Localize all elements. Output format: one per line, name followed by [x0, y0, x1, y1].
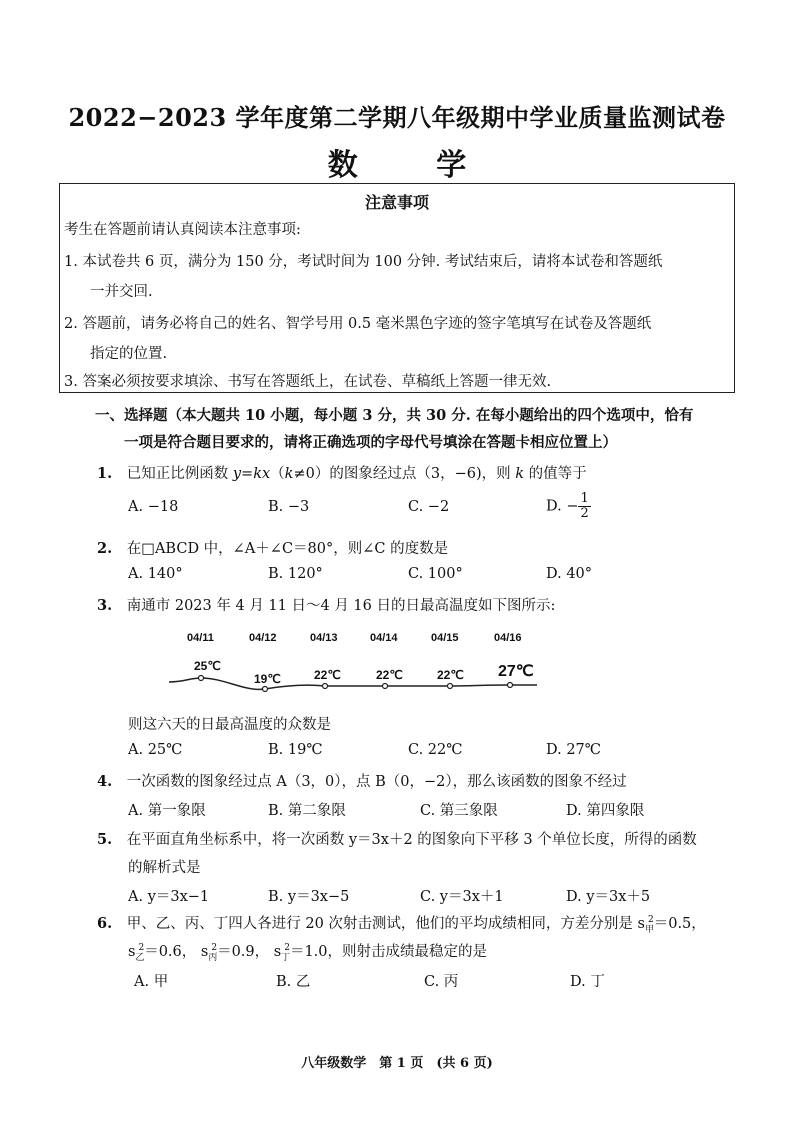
weather-date: 04/14 — [370, 632, 398, 644]
notice-item-2-line1: 2. 答题前，请务必将自己的姓名、智学号用 0.5 毫米黑色字迹的签字笔填写在试卷及答题纸 — [64, 316, 652, 332]
superscript: 2 — [138, 943, 145, 954]
weather-temp: 19℃ — [254, 672, 281, 686]
fraction-numerator: 1 — [580, 491, 589, 506]
curve-point — [323, 684, 328, 689]
q5-option-a: A. y＝3x−1 — [128, 889, 210, 905]
weather-date: 04/15 — [431, 632, 459, 644]
q3-followup: 则这六天的日最高温度的众数是 — [128, 717, 331, 733]
notice-item-1-line1: 1. 本试卷共 6 页，满分为 150 分，考试时间为 100 分钟. 考试结束后，请将本试卷和答题纸 — [64, 254, 663, 270]
q6-option-a: A. 甲 — [134, 974, 169, 990]
notice-box — [59, 183, 735, 393]
question-stem: 南通市 2023 年 4 月 11 日～4 月 16 日的日最高温度如下图所示: — [126, 598, 556, 614]
q3-option-c: C. 22℃ — [408, 742, 463, 758]
question-number: 4. — [97, 773, 113, 790]
question-1 — [97, 462, 587, 483]
notice-intro: 考生在答题前请认真阅读本注意事项: — [64, 222, 301, 238]
subject-title: 数 学 — [327, 148, 501, 183]
question-number: 3. — [97, 597, 113, 614]
notice-item-3: 3. 答案必须按要求填涂、书写在答题纸上，在试卷、草稿纸上答题一律无效. — [64, 374, 552, 390]
variance-value: ＝0.6， — [144, 944, 197, 960]
curve-point — [263, 687, 268, 692]
fraction — [578, 492, 590, 521]
curve-point — [508, 683, 513, 688]
question-number: 2. — [97, 540, 113, 557]
question-stem: 在□ABCD 中，∠A＋∠C＝80°，则∠C 的度数是 — [126, 541, 449, 557]
q2-option-a: A. 140° — [128, 566, 183, 582]
q5-option-b: B. y＝3x−5 — [268, 889, 350, 905]
q5-option-c: C. y＝3x＋1 — [420, 889, 504, 905]
question-stem-part: ≠0）的图象经过点（3，−6)，则 — [293, 466, 516, 482]
q4-option-a: A. 第一象限 — [128, 803, 206, 819]
section-1-heading-line1: 一、选择题（本大题共 10 小题，每小题 3 分，共 30 分. 在每小题给出的四个选项中，恰有 — [95, 407, 694, 424]
subscript: 丙 — [208, 952, 218, 963]
q1-option-a: A. −18 — [128, 499, 179, 515]
superscript: 2 — [647, 915, 654, 926]
curve-point — [448, 684, 453, 689]
exam-title: 2022−2023 学年度第二学期八年级期中学业质量监测试卷 — [68, 103, 726, 132]
q1-option-b: B. −3 — [268, 499, 310, 515]
q1-option-d — [546, 492, 591, 521]
weather-temp: 22℃ — [376, 668, 403, 682]
weather-temp: 22℃ — [314, 668, 341, 682]
weather-temp: 25℃ — [194, 659, 221, 673]
question-stem: 甲、乙、丙、丁四人各进行 20 次射击测试，他们的平均成绩相同，方差分别是 s — [126, 916, 645, 932]
question-stem: 一次函数的图象经过点 A（3，0），点 B（0，−2），那么该函数的图象不经过 — [126, 774, 627, 790]
weather-temp: 27℃ — [498, 663, 534, 680]
q6-option-d: D. 丁 — [570, 974, 605, 990]
subscript: 乙 — [135, 952, 145, 963]
q2-option-c: C. 100° — [408, 566, 463, 582]
question-stem: 在平面直角坐标系中，将一次函数 y＝3x＋2 的图象向下平移 3 个单位长度，所得的函数 — [126, 832, 697, 848]
q6-stem-line2 — [128, 940, 487, 963]
temperature-curve — [165, 626, 545, 706]
weather-date: 04/13 — [310, 632, 338, 644]
q3-option-b: B. 19℃ — [268, 742, 323, 758]
variance-symbol: s — [128, 944, 136, 960]
q3-option-d: D. 27℃ — [546, 742, 601, 758]
variance-symbol: s — [273, 944, 282, 960]
fraction-denominator: 2 — [580, 506, 589, 521]
question-stem-part: ＝0.5， — [653, 916, 706, 932]
question-number: 5. — [97, 831, 113, 848]
question-5 — [97, 828, 697, 849]
q6-option-c: C. 丙 — [424, 974, 459, 990]
subscript: 丁 — [281, 952, 291, 963]
question-3 — [97, 594, 555, 615]
question-number: 1. — [97, 465, 113, 482]
q3-option-a: A. 25℃ — [128, 742, 183, 758]
weather-date: 04/11 — [187, 632, 214, 644]
weather-temp: 22℃ — [437, 668, 464, 682]
superscript: 2 — [284, 943, 290, 954]
question-stem-part: 的值等于 — [524, 466, 587, 482]
question-6 — [97, 912, 706, 935]
question-4 — [97, 770, 627, 791]
variance-value: ＝0.9， — [217, 944, 270, 960]
notice-heading: 注意事项 — [364, 193, 429, 212]
q6-option-b: B. 乙 — [276, 974, 311, 990]
option-d-prefix: D. − — [546, 498, 579, 515]
q5-stem-line2: 的解析式是 — [128, 860, 201, 876]
curve-point — [383, 684, 388, 689]
variance-value: ＝1.0，则射击成绩最稳定的是 — [289, 944, 488, 960]
question-2 — [97, 537, 448, 558]
weather-figure — [165, 626, 545, 706]
q4-option-c: C. 第三象限 — [420, 803, 498, 819]
q4-option-b: B. 第二象限 — [268, 803, 346, 819]
weather-date: 04/16 — [494, 632, 522, 644]
question-number: 6. — [97, 915, 113, 932]
function-expression: y=kx — [232, 466, 271, 482]
q2-option-b: B. 120° — [268, 566, 323, 582]
weather-date: 04/12 — [249, 632, 277, 644]
notice-item-1-line2: 一并交回. — [90, 284, 153, 300]
superscript: 2 — [211, 943, 218, 954]
q2-option-d: D. 40° — [546, 566, 593, 582]
variance-symbol: s — [200, 944, 209, 960]
section-1-heading-line2: 一项是符合题目要求的，请将正确选项的字母代号填涂在答题卡相应位置上） — [124, 434, 617, 451]
subscript: 甲 — [644, 924, 654, 935]
q1-option-c: C. −2 — [408, 499, 450, 515]
variable-k: k — [284, 466, 294, 482]
notice-item-2-line2: 指定的位置. — [90, 346, 168, 362]
curve-point — [199, 676, 204, 681]
question-stem: 已知正比例函数 — [126, 466, 233, 482]
q5-option-d: D. y＝3x＋5 — [566, 889, 651, 905]
q4-option-d: D. 第四象限 — [566, 803, 645, 819]
question-stem-part: （ — [270, 466, 285, 482]
variable-k: k — [515, 466, 525, 482]
page-footer: 八年级数学 第 1 页 (共 6 页) — [301, 1056, 493, 1071]
